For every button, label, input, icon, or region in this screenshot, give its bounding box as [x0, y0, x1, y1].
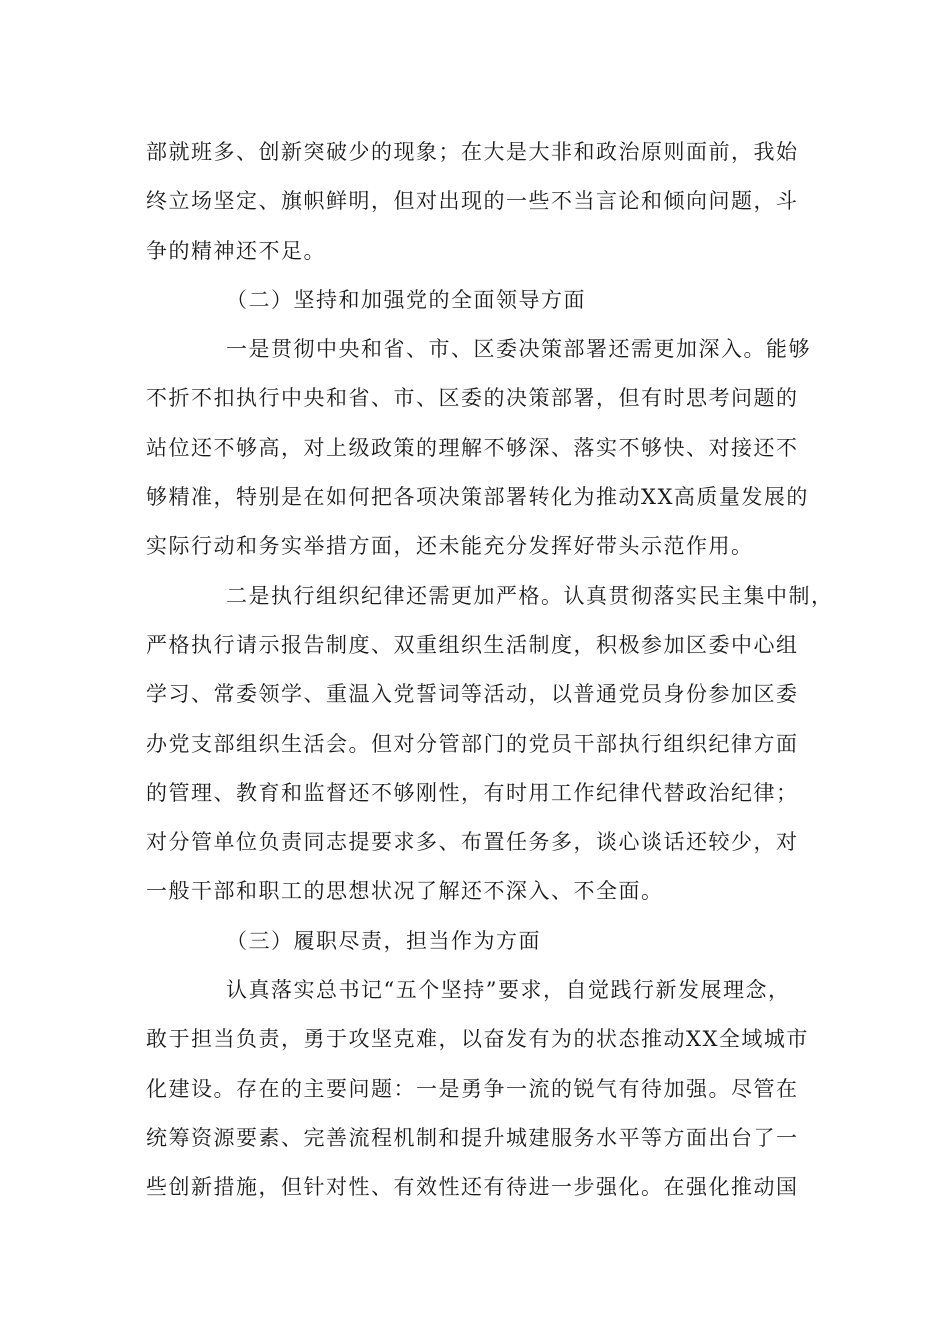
- text-line: 办党支部组织生活会。但对分管部门的党员干部执行组织纪律方面: [146, 731, 799, 756]
- section-heading: （二）坚持和加强党的全面领导方面: [226, 287, 586, 312]
- text-line: 化建设。存在的主要问题：一是勇争一流的锐气有待加强。尽管在: [146, 1076, 799, 1101]
- text-line: 严格执行请示报告制度、双重组织生活制度，积极参加区委中心组: [146, 632, 799, 657]
- text-line: 的管理、教育和监督还不够刚性，有时用工作纪律代替政治纪律；: [146, 780, 799, 805]
- text-line: 实际行动和务实举措方面，还未能充分发挥好带头示范作用。: [146, 534, 754, 559]
- document-body: [146, 128, 834, 1213]
- text-line: 学习、常委领学、重温入党誓词等活动，以普通党员身份参加区委: [146, 682, 799, 707]
- text-line: 不折不扣执行中央和省、市、区委的决策部署，但有时思考问题的: [146, 386, 799, 411]
- text-line: 够精准，特别是在如何把各项决策部署转化为推动XX高质量发展的: [146, 485, 809, 510]
- text-line: 敢于担当负责，勇于攻坚克难，以奋发有为的状态推动XX全域城市: [146, 1027, 809, 1052]
- text-line: 统筹资源要素、完善流程机制和提升城建服务水平等方面出台了一: [146, 1125, 799, 1150]
- text-line: 些创新措施，但针对性、有效性还有待进一步强化。在强化推动国: [146, 1175, 799, 1200]
- text-line: 部就班多、创新突破少的现象；在大是大非和政治原则面前，我始: [146, 140, 799, 164]
- text-line: 对分管单位负责同志提要求多、布置任务多，谈心谈话还较少，对: [146, 830, 799, 855]
- text-line: 一是贯彻中央和省、市、区委决策部署还需更加深入。能够: [226, 337, 811, 362]
- text-line: 争的精神还不足。: [146, 238, 326, 263]
- text-line: 终立场坚定、旗帜鲜明，但对出现的一些不当言论和倾向问题，斗: [146, 189, 799, 214]
- text-line: 站位还不够高，对上级政策的理解不够深、落实不够快、对接还不: [146, 435, 799, 460]
- text-line: 二是执行组织纪律还需更加严格。认真贯彻落实民主集中制，: [226, 583, 834, 608]
- section-heading: （三）履职尽责，担当作为方面: [226, 928, 541, 953]
- text-line: 认真落实总书记“五个坚持”要求，自觉践行新发展理念，: [226, 978, 791, 1003]
- text-line: 一般干部和职工的思想状况了解还不深入、不全面。: [146, 879, 664, 904]
